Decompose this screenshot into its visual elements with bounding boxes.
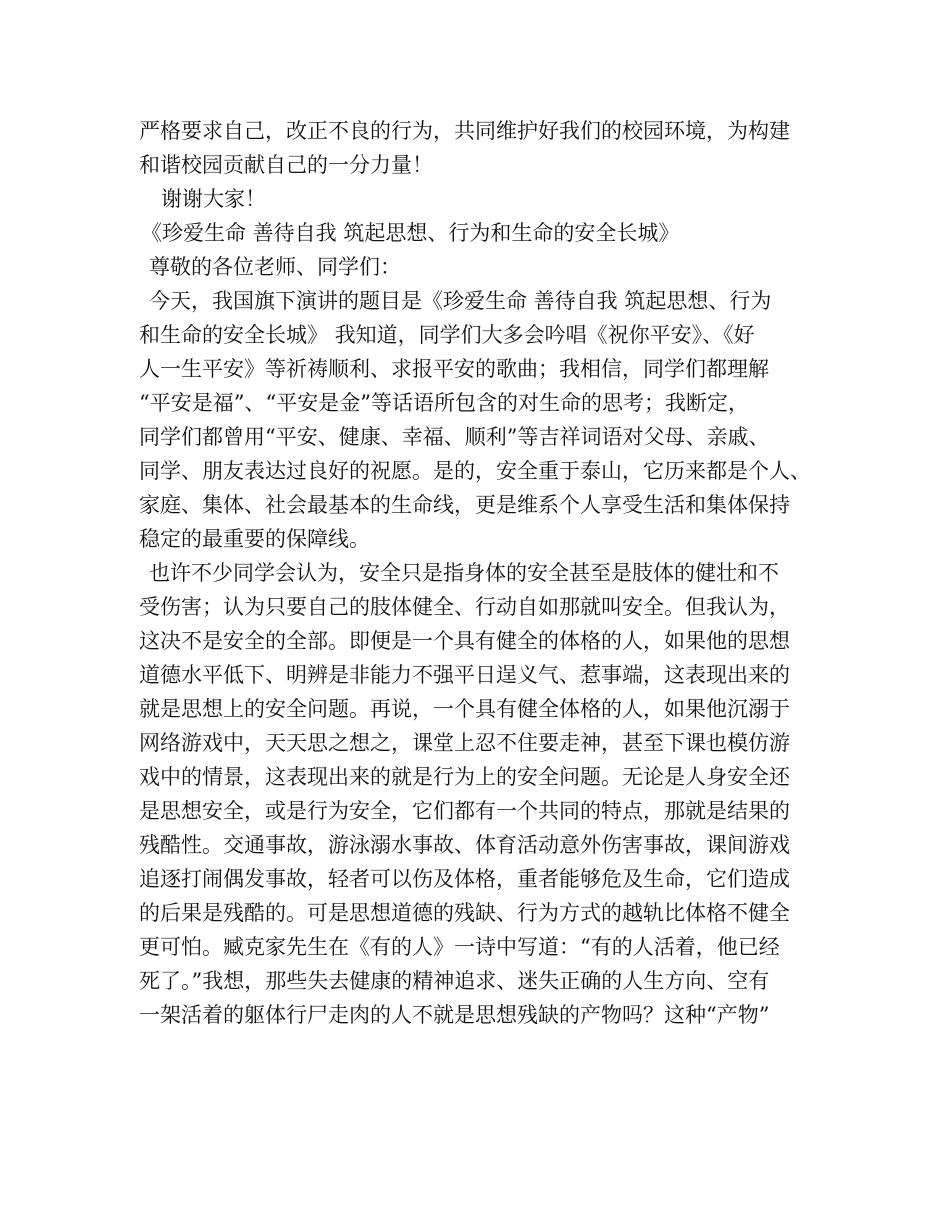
text-line: 残酷性。交通事故，游泳溺水事故、体育活动意外伤害事故，课间游戏 xyxy=(139,833,790,857)
text-line: 网络游戏中，天天思之想之，课堂上忍不住要走神，甚至下课也模仿游 xyxy=(139,731,790,755)
text-line: 这决不是安全的全部。即便是一个具有健全的体格的人，如果他的思想 xyxy=(139,629,790,653)
text-line: 死了。”我想，那些失去健康的精神追求、迷失正确的人生方向、空有 xyxy=(139,969,770,993)
paragraph-start: 今天，我国旗下演讲的题目是《珍爱生命 善待自我 筑起思想、行为 xyxy=(149,289,772,313)
text-line: 戏中的情景，这表现出来的就是行为上的安全问题。无论是人身安全还 xyxy=(139,765,790,789)
text-line: 追逐打闹偶发事故，轻者可以伤及体格，重者能够危及生命，它们造成 xyxy=(139,867,790,891)
speech-text xyxy=(139,114,829,1032)
text-line: 稳定的最重要的保障线。 xyxy=(139,527,370,551)
text-line: 更可怕。臧克家先生在《有的人》一诗中写道：“有的人活着，他已经 xyxy=(139,935,780,959)
text-line: 一架活着的躯体行尸走肉的人不就是思想残缺的产物吗？这种“产物” xyxy=(139,1003,770,1027)
text-line: 是思想安全，或是行为安全，它们都有一个共同的特点，那就是结果的 xyxy=(139,799,790,823)
text-line: 道德水平低下、明辨是非能力不强平日逞义气、惹事端，这表现出来的 xyxy=(139,663,790,687)
text-line: 严格要求自己，改正不良的行为，共同维护好我们的校园环境，为构建 xyxy=(139,119,790,143)
speech-title: 《珍爱生命 善待自我 筑起思想、行为和生命的安全长城》 xyxy=(141,221,680,245)
text-line: 和谐校园贡献自己的一分力量！ xyxy=(139,153,433,177)
paragraph-start: 也许不少同学会认为，安全只是指身体的安全甚至是肢体的健壮和不 xyxy=(149,561,779,585)
text-line: 和生命的安全长城》 我知道，同学们大多会吟唱《祝你平安》、《好 xyxy=(139,323,755,347)
text-line: 受伤害；认为只要自己的肢体健全、行动自如那就叫安全。但我认为， xyxy=(139,595,790,619)
text-line: 的后果是残酷的。可是思想道德的残缺、行为方式的越轨比体格不健全 xyxy=(139,901,790,925)
salutation: 尊敬的各位老师、同学们： xyxy=(149,255,401,279)
text-line: 就是思想上的安全问题。再说，一个具有健全体格的人，如果他沉溺于 xyxy=(139,697,790,721)
text-line: 同学、朋友表达过良好的祝愿。是的，安全重于泰山，它历来都是个人、 xyxy=(139,459,811,483)
text-line: 家庭、集体、社会最基本的生命线，更是维系个人享受生活和集体保持 xyxy=(139,493,790,517)
text-line: “平安是福”、“平安是金”等话语所包含的对生命的思考；我断定， xyxy=(139,391,749,415)
text-line: 人一生平安》等祈祷顺利、求报平安的歌曲；我相信，同学们都理解 xyxy=(139,357,769,381)
text-line: 同学们都曾用“平安、健康、幸福、顺利”等吉祥词语对父母、亲戚、 xyxy=(139,425,770,449)
closing-thanks: 谢谢大家！ xyxy=(161,187,266,211)
